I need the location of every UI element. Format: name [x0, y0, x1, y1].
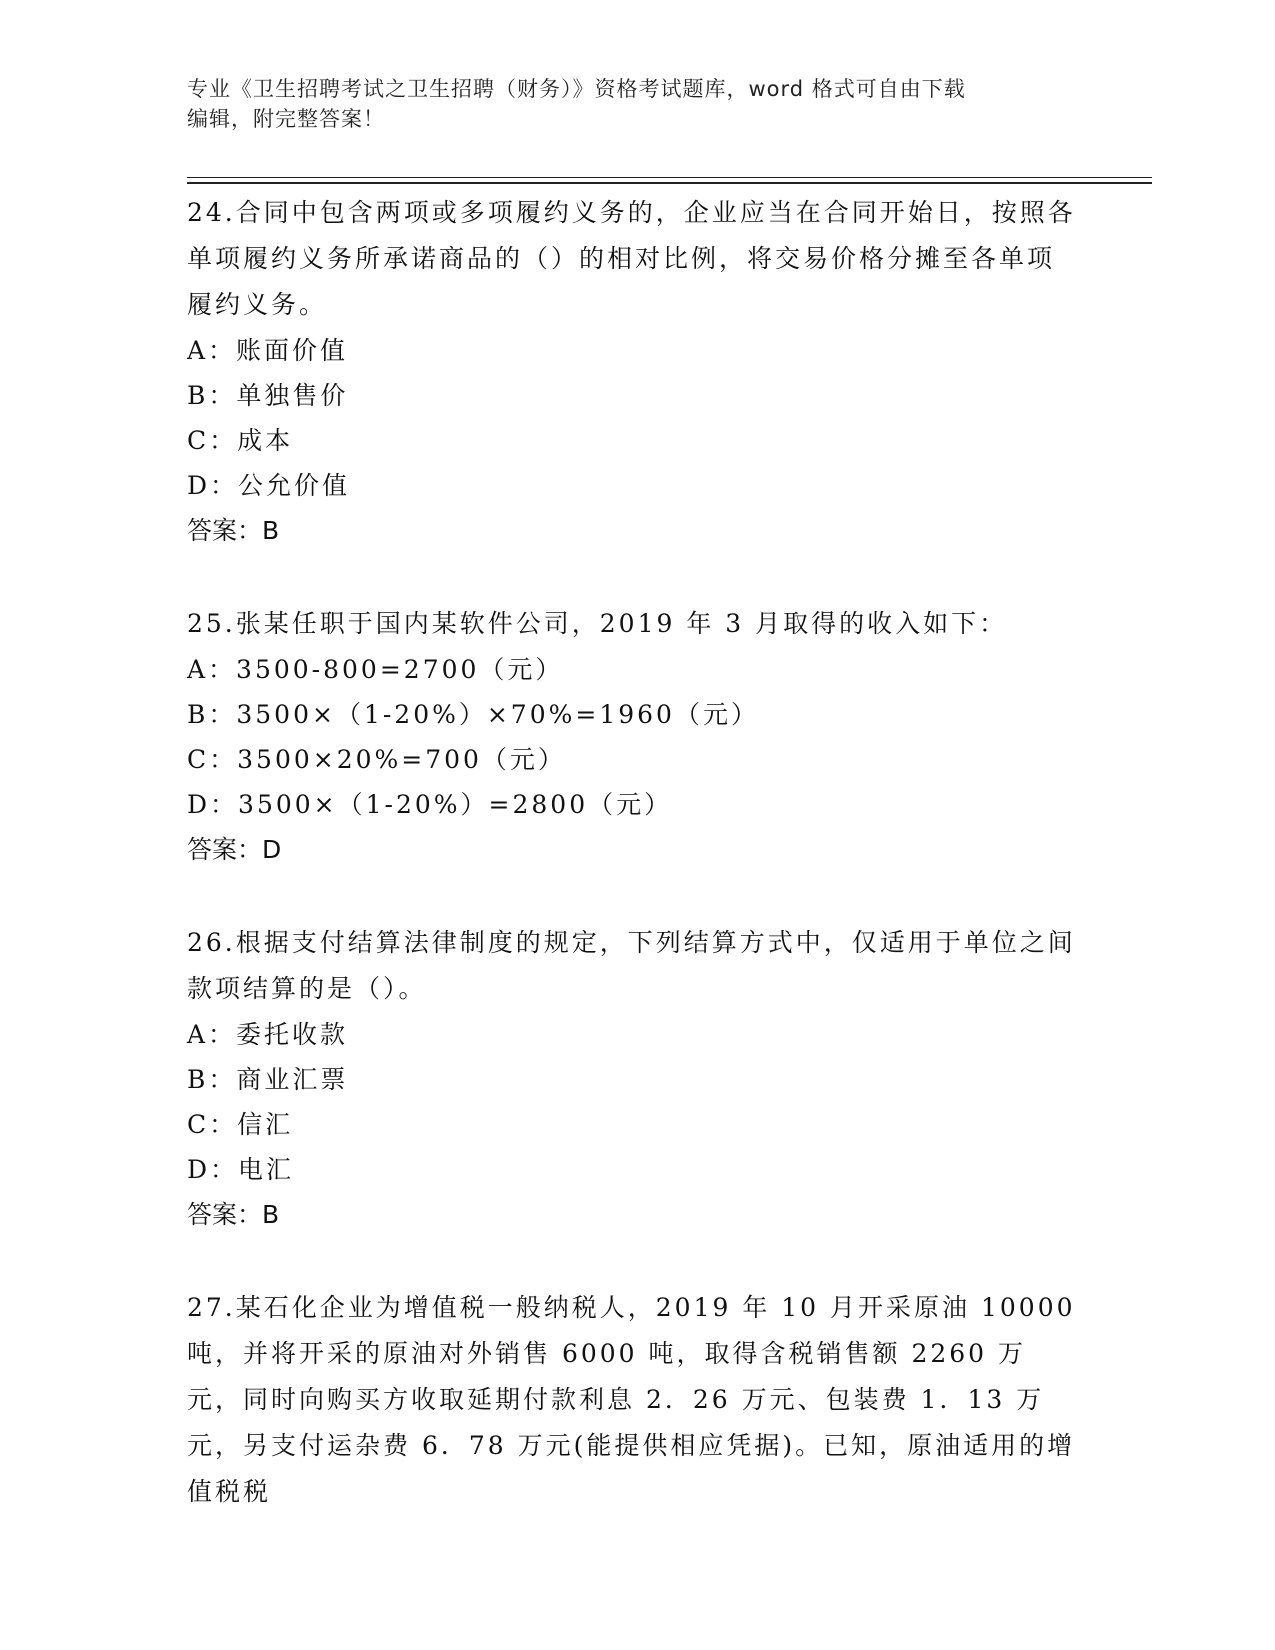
question-stem: 24.合同中包含两项或多项履约义务的，企业应当在合同开始日，按照各单项履约义务所承诺商品的（）的相对比例，将交易价格分摊至各单项履约义务。: [187, 198, 1076, 319]
option-a: A：账面价值: [187, 336, 349, 365]
document-header: [187, 74, 1087, 134]
question-list: [187, 190, 1077, 1562]
question-24: [187, 190, 1077, 554]
option-d: D：电汇: [187, 1155, 295, 1184]
option-a: A：委托收款: [187, 1020, 349, 1049]
answer-line: 答案：B: [187, 1200, 280, 1229]
option-d: D：3500×（1-20%）=2800（元）: [187, 790, 673, 819]
option-b: B：商业汇票: [187, 1065, 349, 1094]
option-b: B：单独售价: [187, 381, 349, 410]
option-b: B：3500×（1-20%）×70%=1960（元）: [187, 700, 759, 729]
question-27: [187, 1285, 1077, 1515]
header-rule-thick: [187, 182, 1152, 184]
option-d: D：公允价值: [187, 471, 351, 500]
option-c: C：3500×20%=700（元）: [187, 745, 566, 774]
answer-line: 答案：B: [187, 516, 280, 545]
header-line-2: 编辑，附完整答案！: [187, 107, 385, 131]
question-26: [187, 920, 1077, 1238]
question-stem: 26.根据支付结算法律制度的规定，下列结算方式中，仅适用于单位之间款项结算的是（）。: [187, 928, 1076, 1003]
question-stem: 27.某石化企业为增值税一般纳税人，2019 年 10 月开采原油 10000 吨，并将开采的原油对外销售 6000 吨，取得含税销售额 2260 万元，同时向购买方收取延期付款利息 2．26 万元、包装费 1．13 万元，另支付运杂费 6．78 万元(能提供相应凭据)。已知，原油适用的增值税税: [187, 1293, 1076, 1506]
answer-line: 答案：D: [187, 835, 282, 864]
question-stem: 25.张某任职于国内某软件公司，2019 年 3 月取得的收入如下：: [187, 609, 1008, 638]
header-rule-thin: [187, 177, 1152, 178]
option-c: C：信汇: [187, 1110, 294, 1139]
header-line-1: 专业《卫生招聘考试之卫生招聘（财务）》资格考试题库，word 格式可自由下载: [187, 77, 966, 101]
option-c: C：成本: [187, 426, 294, 455]
option-a: A：3500-800=2700（元）: [187, 655, 564, 684]
question-25: [187, 601, 1077, 873]
